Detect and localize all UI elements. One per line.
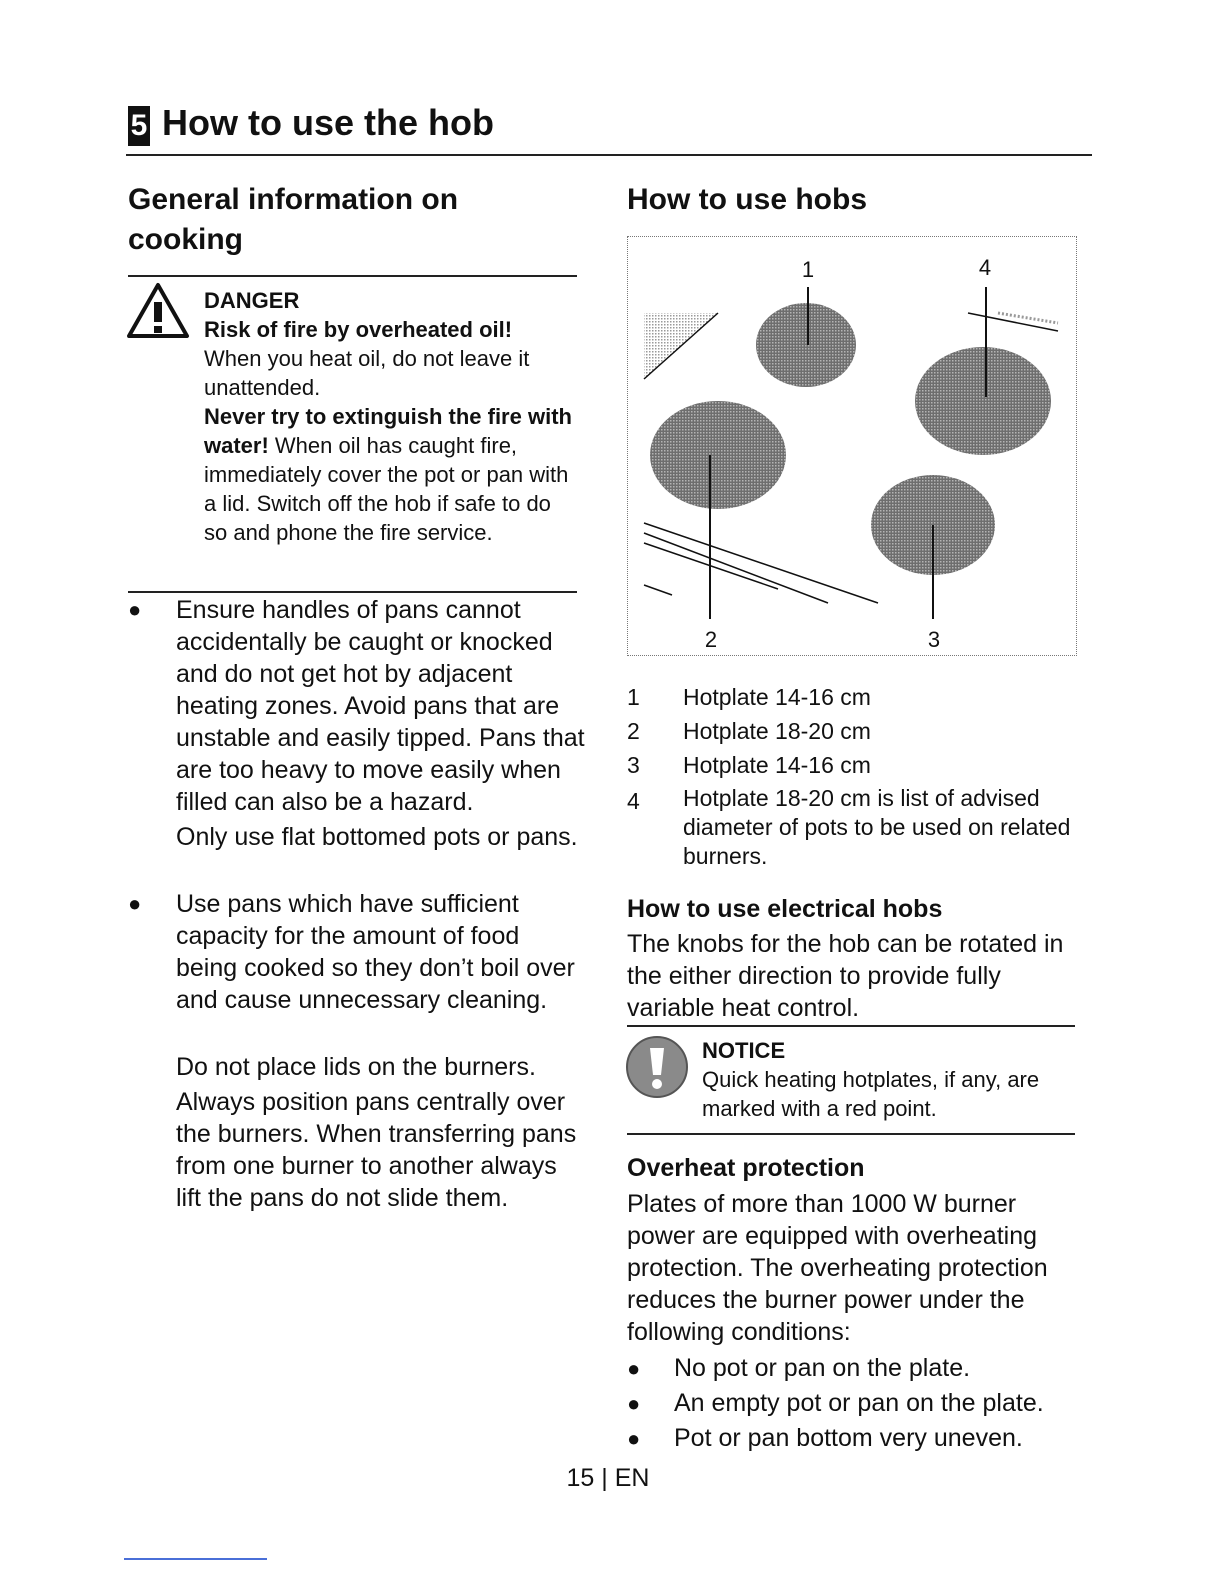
legend-text: Hotplate 18-20 cm <box>683 718 871 744</box>
page-number: 15 | EN <box>566 1464 650 1492</box>
notice-bottom-divider <box>627 1133 1075 1135</box>
hotplate-1 <box>756 303 856 387</box>
notice-text: Quick heating hotplates, if any, are marked with a red point. <box>702 1067 1040 1121</box>
hob-front-edge <box>644 533 828 603</box>
hob-diagram-drawing <box>628 237 1078 657</box>
danger-line-1: When you heat oil, do not leave it unattended. <box>204 346 530 400</box>
legend-number: 4 <box>627 788 640 814</box>
footnote-rule <box>124 1558 267 1560</box>
danger-warning-box <box>204 286 576 547</box>
general-info-heading: General information on cooking <box>128 183 459 256</box>
bullet-icon: ● <box>627 1426 641 1451</box>
list-item-text: No pot or pan on the plate. <box>674 1354 971 1382</box>
danger-top-divider <box>128 275 577 277</box>
bullet-icon: ● <box>627 1356 641 1381</box>
danger-bold-warning: Never try to extinguish the fire with water! <box>204 404 572 458</box>
danger-bottom-divider <box>128 591 577 593</box>
bullet-icon: ● <box>627 1391 641 1416</box>
electrical-hobs-heading: How to use electrical hobs <box>627 895 943 923</box>
chapter-number: 5 <box>128 106 150 146</box>
legend-number: 1 <box>627 684 640 710</box>
chapter-header <box>126 100 1092 156</box>
figure-label-1: 1 <box>801 257 815 282</box>
list-item-extra: Always position pans centrally over the burners. When transferring pans from one burner to another always lift the pans do not slide them. <box>176 1088 577 1212</box>
hotplate-4 <box>915 347 1051 455</box>
figure-label-3: 3 <box>927 627 941 652</box>
hob-front-edge <box>644 523 878 603</box>
hob-edge-line <box>968 313 1058 331</box>
figure-label-2: 2 <box>704 627 718 652</box>
legend-text: Hotplate 14-16 cm <box>683 684 871 710</box>
danger-subtitle: Risk of fire by overheated oil! <box>204 317 513 342</box>
legend-text: Hotplate 18-20 cm is list of advised diameter of pots to be used on related burners. <box>683 785 1071 869</box>
hob-front-edge <box>644 585 672 595</box>
bullet-icon: ● <box>128 891 142 916</box>
figure-label-4: 4 <box>978 255 992 280</box>
overheat-protection-text: Plates of more than 1000 W burner power are equipped with overheating protection. The overheating protection reduces the burner power under the following conditions: <box>627 1190 1048 1346</box>
list-item-text: Use pans which have sufficient capacity for the amount of food being cooked so they don’t boil over and cause unnecessary cleaning. <box>176 890 575 1014</box>
list-item-extra: Do not place lids on the burners. <box>176 1053 536 1081</box>
notice-label: NOTICE <box>702 1038 786 1063</box>
legend-number: 3 <box>627 752 640 778</box>
hob-diagram <box>627 236 1077 656</box>
legend-number: 2 <box>627 718 640 744</box>
notice-box <box>702 1036 1082 1123</box>
hotplate-2 <box>650 401 786 509</box>
chapter-title: How to use the hob <box>162 102 494 143</box>
list-item-text: An empty pot or pan on the plate. <box>674 1389 1044 1417</box>
how-to-use-hobs-heading: How to use hobs <box>627 183 867 216</box>
warning-triangle-icon <box>126 282 190 340</box>
list-item-extra: Only use flat bottomed pots or pans. <box>176 823 578 851</box>
electrical-hobs-text: The knobs for the hob can be rotated in the either direction to provide fully variable heat control. <box>627 930 1064 1022</box>
list-item-text: Ensure handles of pans cannot accidentally be caught or knocked and do not get hot by adjacent heating zones. Avoid pans that are unstable and easily tipped. Pans that are too heavy to move easily when filled can also be a hazard. <box>176 596 585 816</box>
exclamation-circle-icon <box>625 1035 689 1099</box>
legend-text: Hotplate 14-16 cm <box>683 752 871 778</box>
danger-instructions: When oil has caught fire, immediately cover the pot or pan with a lid. Switch off the hob if safe to do so and phone the fire service. <box>204 433 569 545</box>
notice-top-divider <box>627 1025 1075 1027</box>
list-item-text: Pot or pan bottom very uneven. <box>674 1424 1023 1452</box>
danger-label: DANGER <box>204 288 300 313</box>
bullet-icon: ● <box>128 597 142 622</box>
overheat-protection-heading: Overheat protection <box>627 1154 865 1182</box>
